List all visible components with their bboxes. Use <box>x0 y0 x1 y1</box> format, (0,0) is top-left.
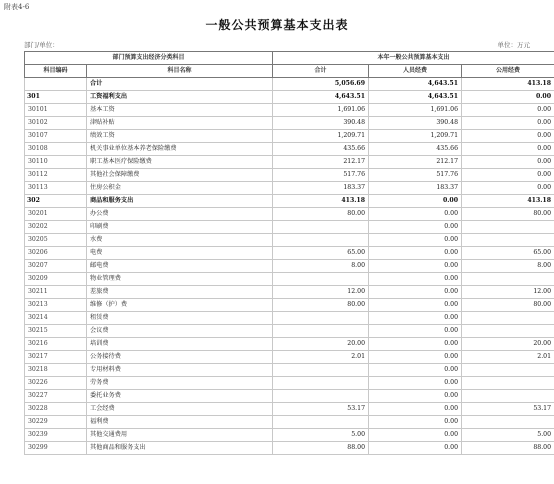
cell-personnel: 435.66 <box>369 143 462 156</box>
cell-personnel: 0.00 <box>369 390 462 403</box>
cell-name: 差旅费 <box>87 286 273 299</box>
cell-personnel: 0.00 <box>369 429 462 442</box>
cell-public: 5.00 <box>462 429 554 442</box>
cell-total <box>273 273 369 286</box>
department-unit-label: 部门/单位： <box>24 41 59 49</box>
cell-public <box>462 364 554 377</box>
cell-total <box>273 416 369 429</box>
cell-public: 2.01 <box>462 351 554 364</box>
table-row <box>25 338 554 351</box>
table-row <box>25 312 554 325</box>
cell-public <box>462 325 554 338</box>
cell-public: 0.00 <box>462 91 554 104</box>
cell-personnel: 0.00 <box>369 260 462 273</box>
cell-name: 合计 <box>87 78 273 91</box>
cell-total: 80.00 <box>273 299 369 312</box>
expenditure-table <box>24 51 554 455</box>
cell-public <box>462 221 554 234</box>
cell-name: 机关事业单位基本养老保险缴费 <box>87 143 273 156</box>
cell-public: 0.00 <box>462 156 554 169</box>
cell-personnel: 4,643.51 <box>369 91 462 104</box>
cell-public <box>462 312 554 325</box>
cell-total: 4,643.51 <box>273 91 369 104</box>
cell-total: 435.66 <box>273 143 369 156</box>
cell-personnel: 390.48 <box>369 117 462 130</box>
cell-personnel: 0.00 <box>369 364 462 377</box>
cell-total: 517.76 <box>273 169 369 182</box>
cell-public <box>462 377 554 390</box>
cell-public: 0.00 <box>462 104 554 117</box>
cell-personnel: 0.00 <box>369 351 462 364</box>
cell-public: 20.00 <box>462 338 554 351</box>
cell-total: 413.18 <box>273 195 369 208</box>
cell-name: 工会经费 <box>87 403 273 416</box>
cell-name: 职工基本医疗保险缴费 <box>87 156 273 169</box>
cell-personnel: 517.76 <box>369 169 462 182</box>
cell-code: 301 <box>25 91 87 104</box>
cell-public: 80.00 <box>462 299 554 312</box>
column-header-personnel: 人员经费 <box>369 65 462 78</box>
cell-code: 30206 <box>25 247 87 260</box>
cell-total: 12.00 <box>273 286 369 299</box>
page-title: 一般公共预算基本支出表 <box>205 18 349 32</box>
cell-name: 公务接待费 <box>87 351 273 364</box>
cell-code: 302 <box>25 195 87 208</box>
cell-total <box>273 390 369 403</box>
cell-public <box>462 390 554 403</box>
cell-public <box>462 416 554 429</box>
cell-name: 租赁费 <box>87 312 273 325</box>
cell-code: 30101 <box>25 104 87 117</box>
cell-name: 劳务费 <box>87 377 273 390</box>
column-header-public: 公用经费 <box>462 65 554 78</box>
table-row <box>25 299 554 312</box>
cell-name: 水费 <box>87 234 273 247</box>
cell-personnel: 0.00 <box>369 442 462 455</box>
cell-personnel: 0.00 <box>369 234 462 247</box>
cell-personnel: 0.00 <box>369 286 462 299</box>
cell-code: 30113 <box>25 182 87 195</box>
table-column-header <box>25 65 554 78</box>
cell-name: 专用材料费 <box>87 364 273 377</box>
cell-code: 30108 <box>25 143 87 156</box>
cell-name: 工资福利支出 <box>87 91 273 104</box>
table-row <box>25 286 554 299</box>
cell-personnel: 0.00 <box>369 377 462 390</box>
cell-public: 0.00 <box>462 117 554 130</box>
cell-public: 65.00 <box>462 247 554 260</box>
table-row <box>25 377 554 390</box>
cell-public: 0.00 <box>462 169 554 182</box>
cell-total: 88.00 <box>273 442 369 455</box>
cell-personnel: 212.17 <box>369 156 462 169</box>
cell-name: 物业管理费 <box>87 273 273 286</box>
table-row <box>25 195 554 208</box>
cell-public: 0.00 <box>462 143 554 156</box>
table-row <box>25 247 554 260</box>
cell-personnel: 1,691.06 <box>369 104 462 117</box>
cell-name: 其他社会保障缴费 <box>87 169 273 182</box>
cell-public <box>462 273 554 286</box>
cell-name: 办公费 <box>87 208 273 221</box>
cell-name: 绩效工资 <box>87 130 273 143</box>
cell-name: 印刷费 <box>87 221 273 234</box>
cell-code: 30217 <box>25 351 87 364</box>
cell-total <box>273 364 369 377</box>
cell-code: 30202 <box>25 221 87 234</box>
cell-name: 会议费 <box>87 325 273 338</box>
cell-name: 其他商品和服务支出 <box>87 442 273 455</box>
annex-label: 附表4-6 <box>4 3 30 11</box>
cell-total: 5,056.69 <box>273 78 369 91</box>
cell-total <box>273 325 369 338</box>
cell-total: 183.37 <box>273 182 369 195</box>
cell-code: 30112 <box>25 169 87 182</box>
cell-name: 基本工资 <box>87 104 273 117</box>
table-row <box>25 260 554 273</box>
cell-personnel: 0.00 <box>369 273 462 286</box>
table-row <box>25 143 554 156</box>
cell-personnel: 0.00 <box>369 416 462 429</box>
cell-personnel: 0.00 <box>369 247 462 260</box>
cell-code: 30110 <box>25 156 87 169</box>
table-row <box>25 273 554 286</box>
cell-personnel: 0.00 <box>369 403 462 416</box>
cell-name: 维修（护）费 <box>87 299 273 312</box>
cell-code: 30209 <box>25 273 87 286</box>
cell-total: 65.00 <box>273 247 369 260</box>
table-row <box>25 351 554 364</box>
cell-name: 培训费 <box>87 338 273 351</box>
cell-code: 30211 <box>25 286 87 299</box>
cell-total <box>273 312 369 325</box>
column-header-total: 合计 <box>273 65 369 78</box>
cell-code: 30229 <box>25 416 87 429</box>
cell-code: 30216 <box>25 338 87 351</box>
cell-public: 88.00 <box>462 442 554 455</box>
currency-unit-label: 单位：万元 <box>497 41 530 49</box>
cell-personnel: 4,643.51 <box>369 78 462 91</box>
cell-code: 30205 <box>25 234 87 247</box>
cell-name: 邮电费 <box>87 260 273 273</box>
cell-total: 1,209.71 <box>273 130 369 143</box>
table-row <box>25 117 554 130</box>
cell-total: 5.00 <box>273 429 369 442</box>
cell-total <box>273 377 369 390</box>
cell-name: 其他交通费用 <box>87 429 273 442</box>
cell-personnel: 0.00 <box>369 338 462 351</box>
cell-code: 30239 <box>25 429 87 442</box>
cell-code: 30218 <box>25 364 87 377</box>
cell-name: 福利费 <box>87 416 273 429</box>
group-header-budget: 本年一般公共预算基本支出 <box>273 52 554 65</box>
cell-code: 30107 <box>25 130 87 143</box>
cell-public: 0.00 <box>462 130 554 143</box>
table-row <box>25 104 554 117</box>
cell-public: 0.00 <box>462 182 554 195</box>
cell-name: 商品和服务支出 <box>87 195 273 208</box>
cell-personnel: 0.00 <box>369 208 462 221</box>
table-row <box>25 429 554 442</box>
cell-public: 12.00 <box>462 286 554 299</box>
cell-total: 390.48 <box>273 117 369 130</box>
cell-total: 2.01 <box>273 351 369 364</box>
cell-personnel: 0.00 <box>369 299 462 312</box>
table-row <box>25 182 554 195</box>
cell-total: 20.00 <box>273 338 369 351</box>
cell-personnel: 0.00 <box>369 312 462 325</box>
table-row <box>25 208 554 221</box>
cell-personnel: 1,209.71 <box>369 130 462 143</box>
table-row <box>25 234 554 247</box>
table-row <box>25 156 554 169</box>
column-header-name: 科目名称 <box>87 65 273 78</box>
cell-public: 413.18 <box>462 195 554 208</box>
table-row <box>25 91 554 104</box>
cell-total <box>273 234 369 247</box>
cell-code: 30215 <box>25 325 87 338</box>
cell-code: 30207 <box>25 260 87 273</box>
cell-personnel: 0.00 <box>369 195 462 208</box>
cell-total: 1,691.06 <box>273 104 369 117</box>
group-header-classification: 部门预算支出经济分类科目 <box>25 52 273 65</box>
table-row <box>25 169 554 182</box>
cell-code: 30228 <box>25 403 87 416</box>
cell-total <box>273 221 369 234</box>
cell-total: 8.00 <box>273 260 369 273</box>
column-header-code: 科目编码 <box>25 65 87 78</box>
cell-code <box>25 78 87 91</box>
cell-code: 30201 <box>25 208 87 221</box>
cell-name: 委托业务费 <box>87 390 273 403</box>
table-row <box>25 364 554 377</box>
cell-code: 30213 <box>25 299 87 312</box>
table-row <box>25 78 554 91</box>
cell-total: 212.17 <box>273 156 369 169</box>
cell-code: 30214 <box>25 312 87 325</box>
cell-personnel: 0.00 <box>369 325 462 338</box>
cell-code: 30299 <box>25 442 87 455</box>
cell-name: 住房公积金 <box>87 182 273 195</box>
cell-personnel: 183.37 <box>369 182 462 195</box>
table-row <box>25 442 554 455</box>
table-row <box>25 130 554 143</box>
cell-code: 30227 <box>25 390 87 403</box>
cell-total: 80.00 <box>273 208 369 221</box>
cell-public: 80.00 <box>462 208 554 221</box>
table-row <box>25 325 554 338</box>
table-row <box>25 403 554 416</box>
cell-personnel: 0.00 <box>369 221 462 234</box>
cell-public: 8.00 <box>462 260 554 273</box>
cell-name: 津贴补贴 <box>87 117 273 130</box>
cell-name: 电费 <box>87 247 273 260</box>
cell-code: 30102 <box>25 117 87 130</box>
cell-total: 53.17 <box>273 403 369 416</box>
table-row <box>25 416 554 429</box>
table-row <box>25 221 554 234</box>
cell-public: 413.18 <box>462 78 554 91</box>
cell-code: 30226 <box>25 377 87 390</box>
cell-public: 53.17 <box>462 403 554 416</box>
cell-public <box>462 234 554 247</box>
table-row <box>25 390 554 403</box>
table-group-header <box>25 52 554 65</box>
